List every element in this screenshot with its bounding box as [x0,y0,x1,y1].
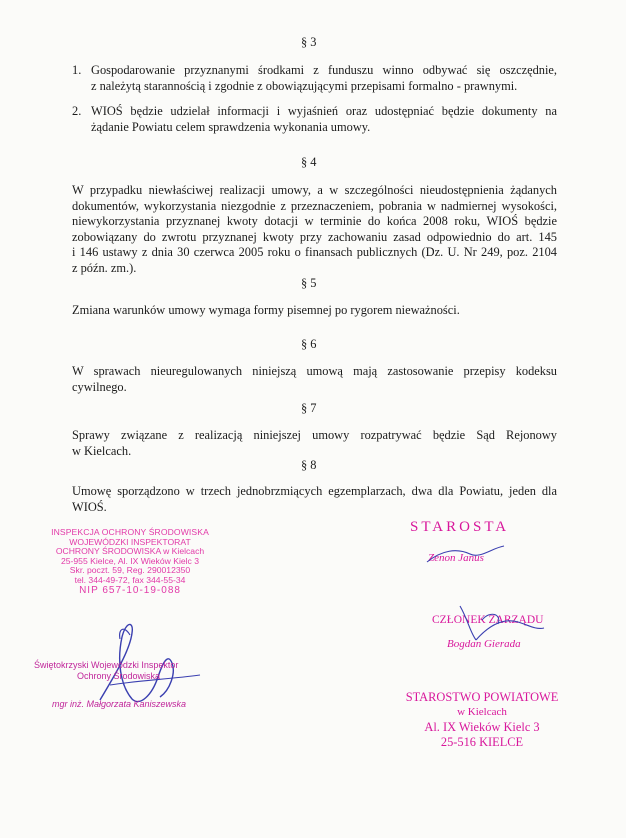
section-7-line-1: Sprawy związane z realizacją niniejszej umowy rozpatrywać będzie Sąd Rejonowy [72,428,557,442]
section-4-line: dokumentów, wykorzystania niezgodnie z przeznaczeniem, pobrania w nadmiernej wysokości, [72,198,557,213]
section-7-line-2: w Kielcach. [72,443,132,458]
starostwo-stamp [402,690,562,750]
starosta-title: STAROSTA [410,519,510,535]
section-4-line: niewykorzystania przyznanej kwoty dotacji w terminie do końca 2008 roku, WIOŚ będzie [72,214,557,228]
item-1-line-1: Gospodarowanie przyznanymi środkami z funduszu winno odbywać się oszczędnie, [91,63,557,77]
inspector-title-line-2: Ochrony Środowiska [77,671,161,681]
item-2-line-1: WIOŚ będzie udzielał informacji i wyjaśnień oraz udostępniać będzie dokumenty na [91,104,557,118]
board-member-title: CZŁONEK ZARZĄDU [432,614,544,626]
wios-stamp [50,528,210,595]
section-8-line-2: WIOŚ. [72,499,107,514]
inspector-name: mgr inż. Małgorzata Kaniszewska [52,699,187,709]
section-6-line-1: W sprawach nieuregulowanych niniejszą umową mają zastosowanie przepisy kodeksu [72,364,557,378]
section-4-line: z późn. zm.). [72,260,137,275]
stamp-line: WOJEWÓDZKI INSPEKTORAT [69,536,191,547]
stamp-line: NIP 657-10-19-088 [79,584,181,596]
item-1-line-2: z należytą starannością i zgodnie z obowiązującymi przepisami formalno - prawnymi. [91,78,518,93]
item-2-line-2: żądanie Powiatu celem sprawdzenia wykonania umowy. [91,119,371,134]
section-4-line: W przypadku niewłaściwej realizacji umowy, a w szczególności nieudostępnienia żądanych [72,183,557,197]
section-7-text [72,428,557,459]
starostwo-stamp-line: STAROSTWO POWIATOWE [405,690,559,704]
starostwo-stamp-line: w Kielcach [457,706,507,718]
starosta-signature [422,540,512,570]
section-4-heading: § 4 [301,155,317,169]
section-4-line: i 146 ustawy z dnia 30 czerwca 2005 roku o finansach publicznych (Dz. U. Nr 249, poz. 2104 [72,245,557,259]
section-8-text [72,484,557,515]
section-5-text: Zmiana warunków umowy wymaga formy pisemnej po rygorem nieważności. [72,303,460,317]
section-8-heading: § 8 [301,458,317,472]
item-2-text [91,104,557,135]
starosta-name: Zenon Janus [428,552,484,564]
stamp-line: Skr. poczt. 59, Reg. 290012350 [69,565,191,576]
section-3-heading: § 3 [301,35,317,49]
section-4-line: zobowiązany do zwrotu przyznanej kwoty przy zachowaniu zasad odpowiednio do art. 145 [72,229,557,244]
item-2-number: 2. [72,104,82,118]
item-1-number: 1. [72,63,82,77]
item-1-text [91,63,557,94]
section-8-line-1: Umowę sporządzono w trzech jednobrzmiących egzemplarzach, dwa dla Powiatu, jeden dla [72,484,557,498]
section-7-heading: § 7 [301,401,317,415]
stamp-line: tel. 344-49-72, fax 344-55-34 [74,574,186,585]
stamp-line: 25-955 Kielce, Al. IX Wieków Kielc 3 [60,555,200,566]
stamp-line: INSPEKCJA OCHRONY ŚRODOWISKA [51,527,209,537]
section-4-text [72,183,557,276]
starostwo-stamp-line: Al. IX Wieków Kielc 3 [424,720,540,734]
section-6-line-2: cywilnego. [72,379,127,394]
starostwo-stamp-line: 25-516 KIELCE [440,735,524,749]
section-5-heading: § 5 [301,276,317,290]
section-6-heading: § 6 [301,337,317,351]
board-member-name: Bogdan Gierada [447,638,521,650]
inspector-title-line-1: Świętokrzyski Wojewódzki Inspektor [34,660,179,670]
section-6-text [72,364,557,395]
stamp-line: OCHRONY ŚRODOWISKA w Kielcach [55,546,205,557]
